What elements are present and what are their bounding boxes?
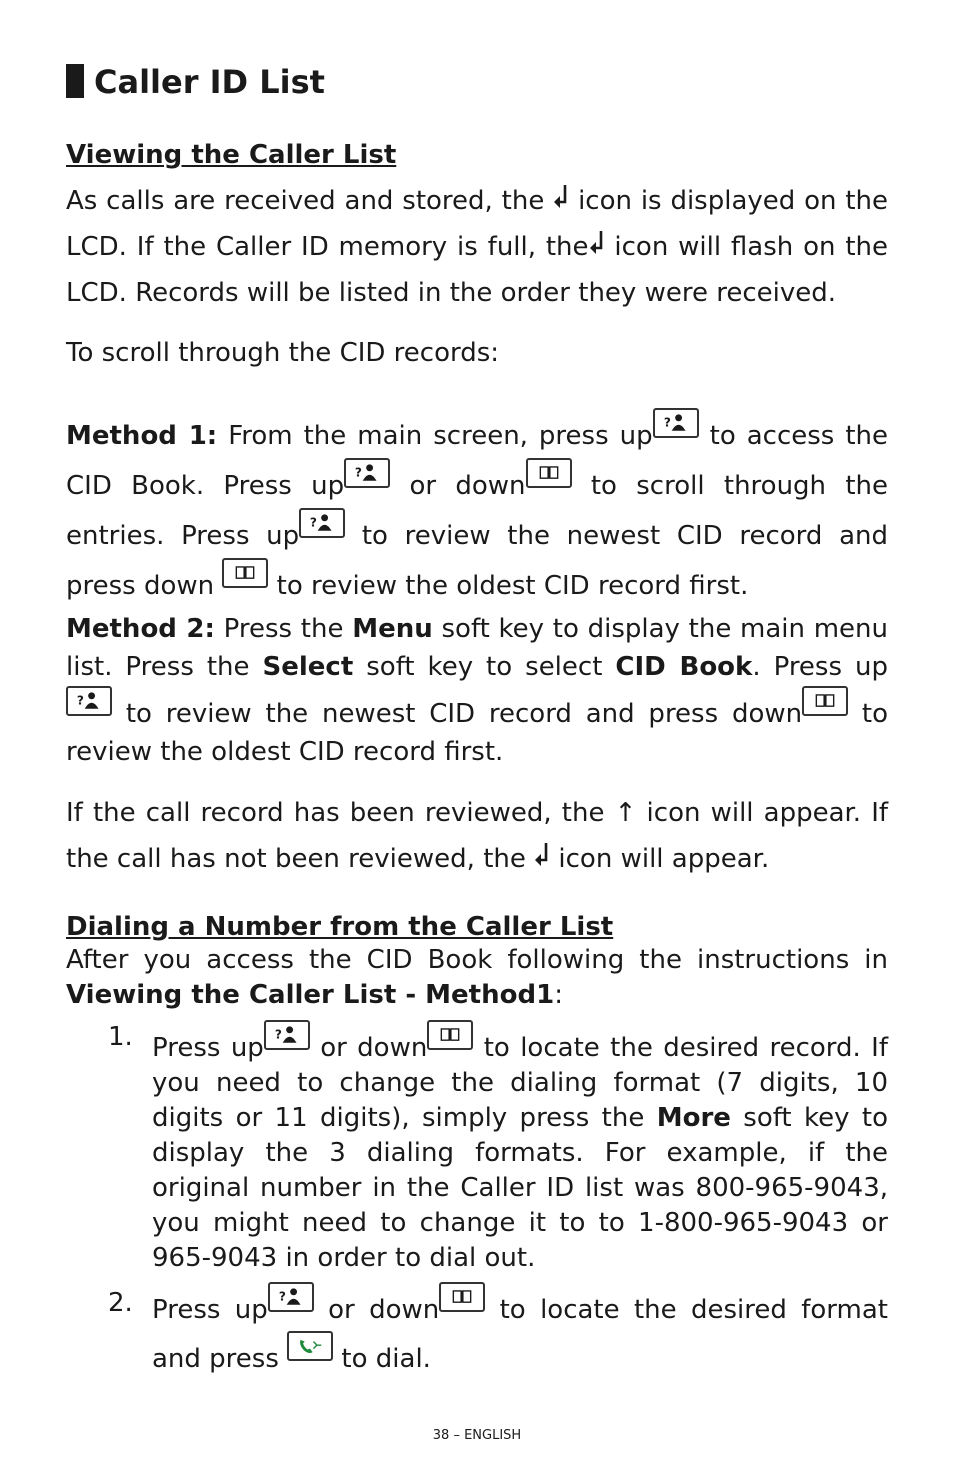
text: From the main screen, press up (228, 421, 653, 451)
phonebook-down-key-icon (526, 458, 572, 488)
return-arrow-icon (553, 183, 569, 213)
text: As calls are received and stored, the (66, 186, 545, 216)
cid-up-key-icon (653, 408, 699, 438)
text: soft key to display the 3 dialing formats. For example, if the original number in the Caller ID list was 800-965-9043, you might need to change it to to 1-800-965-9043 or 965-9043 in order to dial out. (152, 1103, 888, 1273)
cid-up-key-icon (66, 686, 112, 716)
text: to review the newest CID record and press down (125, 699, 803, 729)
dialing-steps-list (66, 1020, 888, 1380)
title-bar-marker (66, 64, 84, 98)
text: . Press up (752, 652, 888, 682)
method-2-label: Method 2: (66, 614, 215, 644)
dialing-heading-text: Dialing a Number from the Caller List (66, 912, 614, 942)
text: to scroll through the entries. Press up (66, 471, 889, 551)
cid-up-key-icon (299, 508, 345, 538)
text: After you access the CID Book following the instructions in (66, 945, 888, 975)
menu-soft-key-label: Menu (352, 614, 433, 644)
cid-up-key-icon (264, 1020, 310, 1050)
text: If the call record has been reviewed, the (66, 798, 605, 828)
select-soft-key-label: Select (262, 652, 354, 682)
viewing-method1-reference: Viewing the Caller List - Method1 (66, 980, 555, 1010)
list-item-number: 2. (108, 1288, 133, 1318)
text: to access the CID Book. Press up (66, 421, 888, 501)
list-item-number: 1. (108, 1022, 133, 1052)
cid-up-key-icon (268, 1282, 314, 1312)
text: to dial. (341, 1344, 431, 1374)
text: Press the (223, 614, 344, 644)
section-heading-viewing (66, 136, 888, 174)
text: to review the newest CID record and press down (66, 521, 888, 601)
paragraph-scroll-intro (66, 334, 888, 372)
phonebook-down-key-icon (802, 686, 848, 716)
green-talk-key-icon (287, 1331, 333, 1361)
text: Press up (152, 1295, 268, 1325)
text: to locate the desired record. If you need to change the dialing format (7 digits, 10 digits or 11 digits), simply press the (152, 1033, 888, 1133)
cid-book-label: CID Book (615, 652, 753, 682)
text: : (554, 980, 563, 1010)
phonebook-down-key-icon (427, 1020, 473, 1050)
return-arrow-icon (589, 229, 605, 259)
text: to review the oldest CID record first. (66, 699, 889, 767)
text: soft key to display the main menu list. Press the (66, 614, 889, 682)
list-item (66, 1020, 888, 1276)
text: to locate the desired format and press (152, 1295, 888, 1374)
text: icon will flash on the LCD. Records will be listed in the order they were received. (66, 232, 889, 308)
method-1-paragraph (66, 408, 888, 608)
text: icon will appear. (558, 844, 770, 874)
text: icon will appear. If the call has not been reviewed, the (66, 798, 889, 874)
text: or down (320, 1033, 428, 1063)
list-item (66, 1282, 888, 1380)
text: or down (409, 471, 526, 501)
more-soft-key-label: More (656, 1103, 731, 1133)
page-footer: 38 – ENGLISH (432, 1428, 522, 1443)
text: Press up (152, 1033, 264, 1063)
viewing-heading-text: Viewing the Caller List (66, 140, 397, 170)
text: To scroll through the CID records: (66, 338, 500, 368)
up-arrow-icon: ↑ (614, 798, 637, 828)
text: to review the oldest CID record first. (276, 571, 749, 601)
text: or down (328, 1295, 440, 1325)
section-heading-dialing (66, 908, 888, 946)
text: icon is displayed on the LCD. If the Caller ID memory is full, the (66, 186, 889, 262)
phonebook-down-key-icon (439, 1282, 485, 1312)
method-2-paragraph (66, 610, 888, 771)
text: soft key to select (366, 652, 603, 682)
cid-up-key-icon (344, 458, 390, 488)
page-title-text: Caller ID List (94, 63, 325, 101)
paragraph-icon-info (66, 178, 888, 316)
page-title (66, 62, 325, 102)
dialing-intro-paragraph (66, 943, 888, 1013)
return-arrow-icon (534, 841, 550, 871)
paragraph-reviewed-icons (66, 790, 888, 882)
phonebook-down-key-icon (222, 558, 268, 588)
method-1-label: Method 1: (66, 421, 218, 451)
